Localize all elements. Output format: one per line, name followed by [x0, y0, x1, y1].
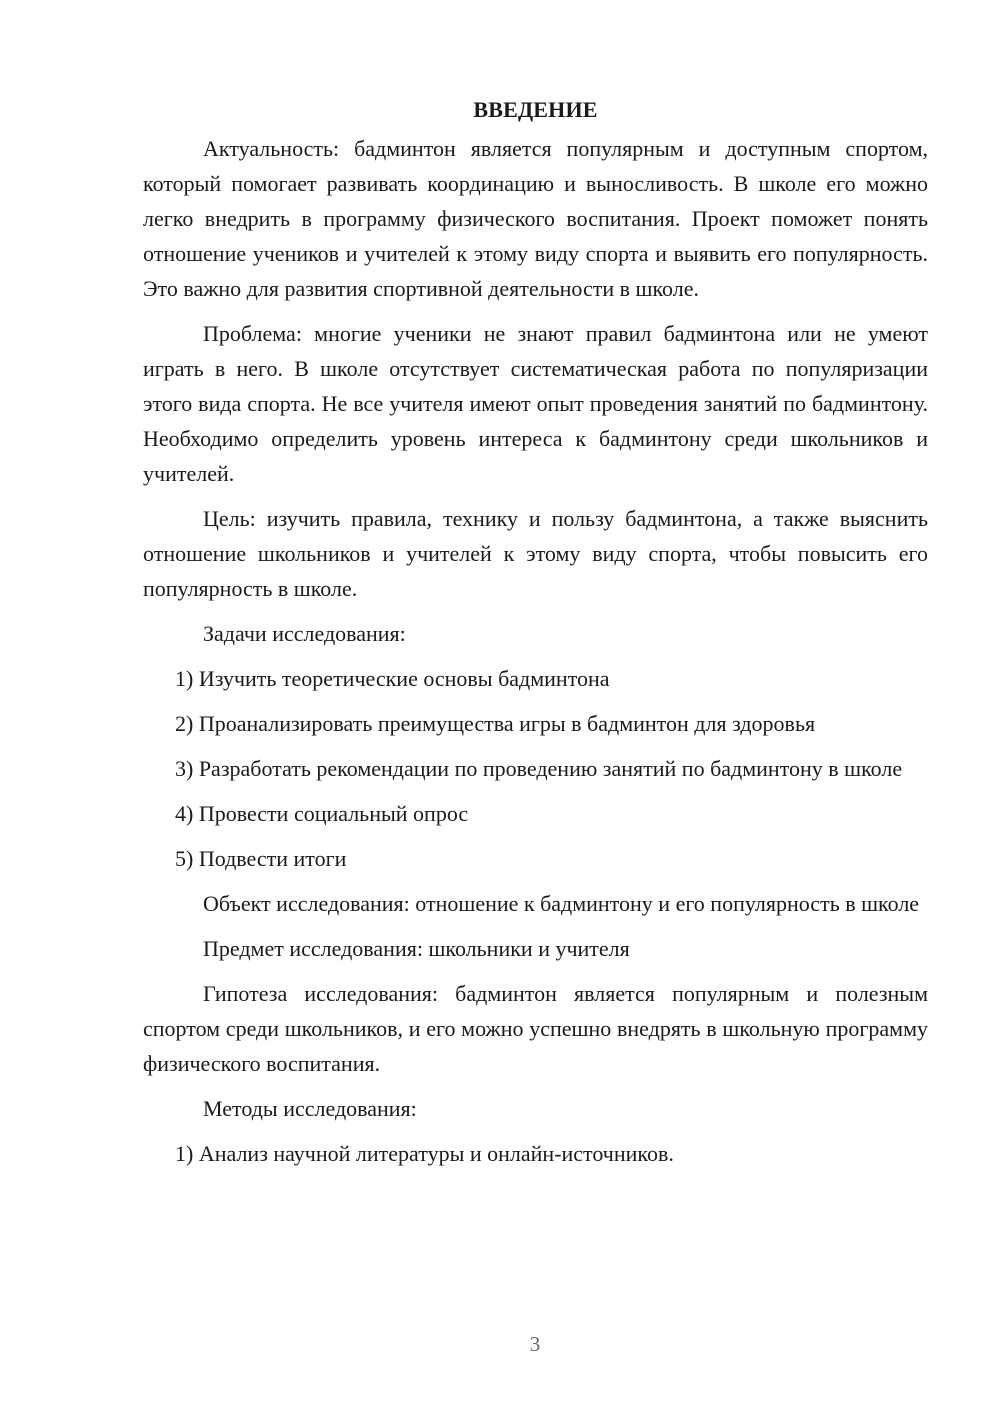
task-item-5: 5) Подвести итоги [175, 846, 347, 871]
task-item-1: 1) Изучить теоретические основы бадминтона [175, 666, 610, 691]
task-item-4: 4) Провести социальный опрос [175, 801, 469, 826]
page-number: 3 [529, 1332, 541, 1356]
goal-paragraph: Цель: изучить правила, технику и пользу бадминтона, а также выяснить отношение школьников и учителей к этому виду спорта, чтобы повысить его популярность в школе. [143, 506, 928, 601]
hypothesis-paragraph: Гипотеза исследования: бадминтон является популярным и полезным спортом среди школьников, и его можно успешно внедрять в школьную программу физического воспитания. [143, 981, 928, 1076]
relevance-paragraph: Актуальность: бадминтон является популярным и доступным спортом, который помогает развивать координацию и выносливость. В школе его можно легко внедрить в программу физического воспитания. Проект поможет понять отношение учеников и учителей к этому виду спорта и выявить его популярность. Это важно для развития спортивной деятельности в школе. [143, 136, 928, 301]
page-title: ВВЕДЕНИЕ [473, 97, 598, 122]
object-paragraph: Объект исследования: отношение к бадминтону и его популярность в школе [203, 891, 920, 916]
methods-heading: Методы исследования: [203, 1096, 417, 1121]
task-item-2: 2) Проанализировать преимущества игры в бадминтон для здоровья [175, 711, 816, 736]
task-item-3: 3) Разработать рекомендации по проведению занятий по бадминтону в школе [175, 756, 903, 781]
problem-paragraph: Проблема: многие ученики не знают правил бадминтона или не умеют играть в него. В школе отсутствует систематическая работа по популяризации этого вида спорта. Не все учителя имеют опыт проведения занятий по бадминтону. Необходимо определить уровень интереса к бадминтону среди школьников и учителей. [143, 321, 928, 486]
page-content [143, 92, 928, 1181]
method-item-1: 1) Анализ научной литературы и онлайн-источников. [175, 1141, 674, 1166]
subject-paragraph: Предмет исследования: школьники и учителя [203, 936, 630, 961]
tasks-heading: Задачи исследования: [203, 621, 406, 646]
